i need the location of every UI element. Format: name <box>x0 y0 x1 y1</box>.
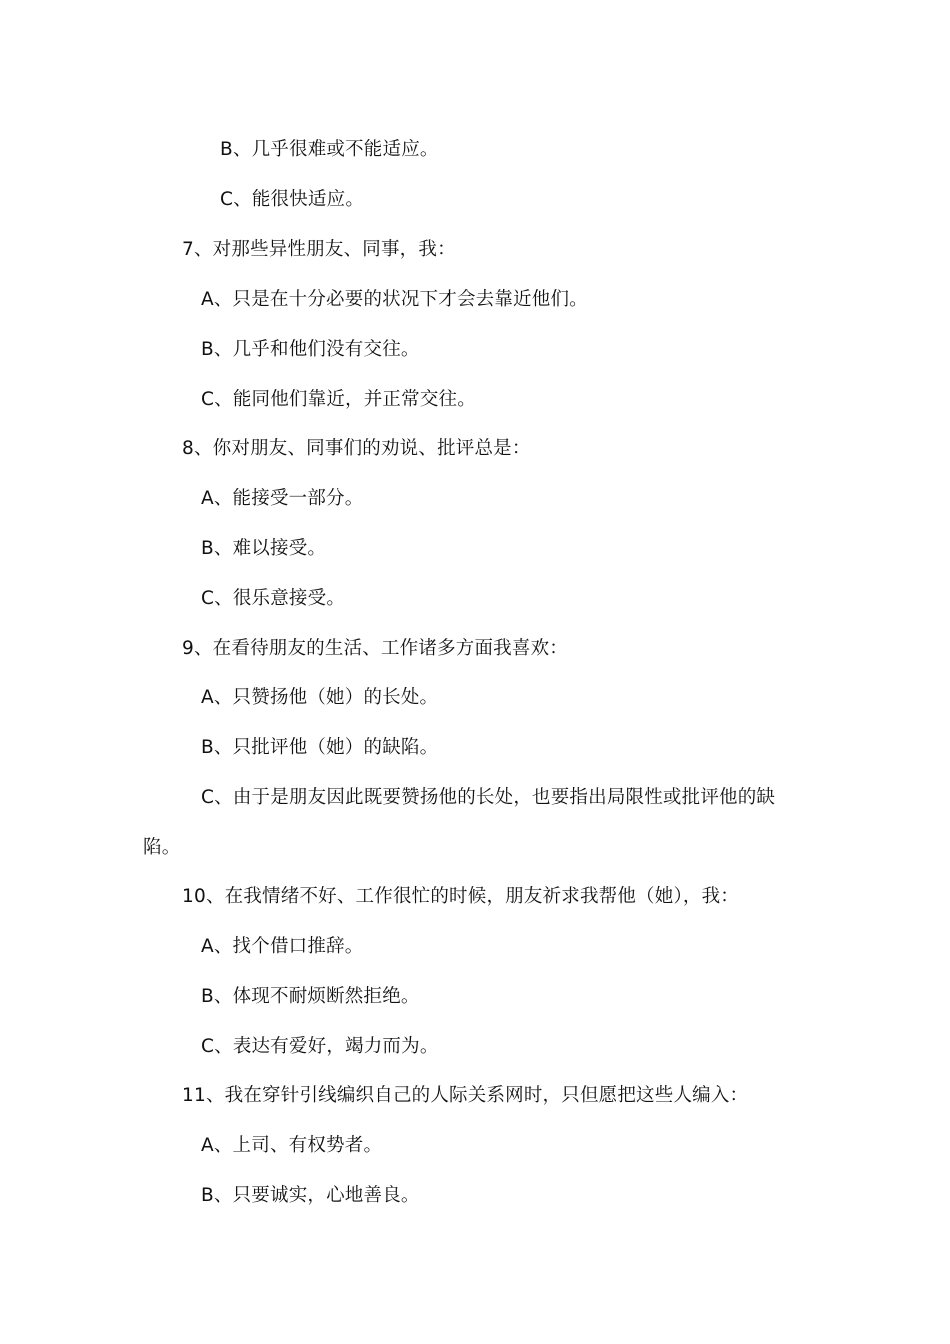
option-11a: A、上司、有权势者。 <box>201 1135 383 1156</box>
option-9b: B、只批评他（她）的缺陷。 <box>201 737 439 758</box>
option-8c: C、很乐意接受。 <box>201 588 346 609</box>
option-9c: C、由于是朋友因此既要赞扬他的长处，也要指出局限性或批评他的缺 <box>201 787 776 808</box>
option-9c-continuation: 陷。 <box>143 837 181 858</box>
option-8b: B、难以接受。 <box>201 538 327 559</box>
question-9: 9、在看待朋友的生活、工作诸多方面我喜欢： <box>182 638 568 659</box>
option-6c: C、能很快适应。 <box>220 189 365 210</box>
option-7c: C、能同他们靠近，并正常交往。 <box>201 389 476 410</box>
option-6b: B、几乎很难或不能适应。 <box>220 139 439 160</box>
question-7: 7、对那些异性朋友、同事，我： <box>182 239 456 260</box>
question-10: 10、在我情绪不好、工作很忙的时候，朋友祈求我帮他（她），我： <box>182 886 739 907</box>
question-8: 8、你对朋友、同事们的劝说、批评总是： <box>182 438 531 459</box>
option-10b: B、体现不耐烦断然拒绝。 <box>201 986 420 1007</box>
option-8a: A、能接受一部分。 <box>201 488 364 509</box>
option-10c: C、表达有爱好，竭力而为。 <box>201 1036 439 1057</box>
option-11b: B、只要诚实，心地善良。 <box>201 1185 420 1206</box>
option-7b: B、几乎和他们没有交往。 <box>201 339 420 360</box>
option-9a: A、只赞扬他（她）的长处。 <box>201 687 439 708</box>
option-7a: A、只是在十分必要的状况下才会去靠近他们。 <box>201 289 588 310</box>
question-11: 11、我在穿针引线编织自己的人际关系网时，只但愿把这些人编入： <box>182 1085 749 1106</box>
option-10a: A、找个借口推辞。 <box>201 936 364 957</box>
